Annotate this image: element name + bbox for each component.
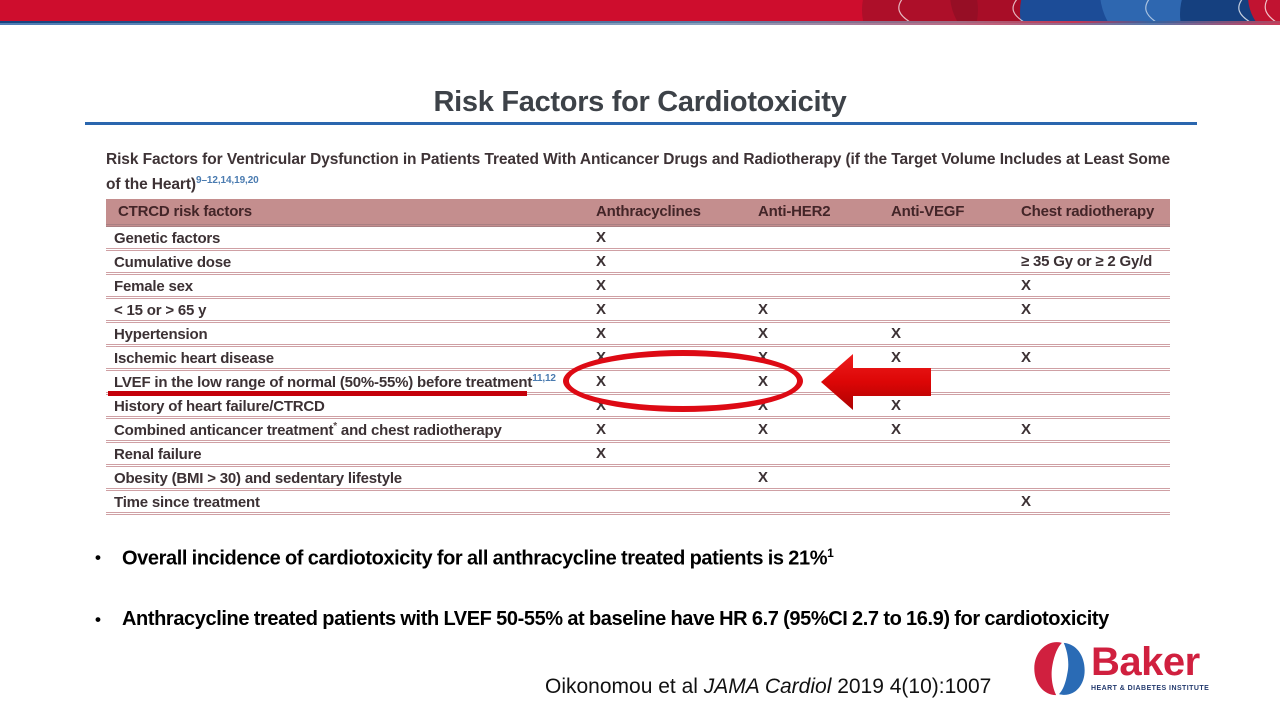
cell-anthracyclines: X <box>596 277 606 295</box>
cell-anthracyclines: X <box>596 421 606 439</box>
table-row <box>106 227 1170 251</box>
column-header-anti-vegf: Anti-VEGF <box>891 203 965 221</box>
row-label: LVEF in the low range of normal (50%-55%) before treatment$^{11,12}$ <box>114 372 556 391</box>
row-label: Hypertension <box>114 325 208 343</box>
column-header-chest-radiotherapy: Chest radiotherapy <box>1021 203 1155 221</box>
cell-chest-radiotherapy: ≥ 35 Gy or ≥ 2 Gy/d <box>1021 253 1153 271</box>
bullet-marker: • <box>95 609 101 629</box>
title-underline <box>85 122 1197 125</box>
cell-anti-her2: X <box>758 301 768 319</box>
row-label: History of heart failure/CTRCD <box>114 397 325 415</box>
bullet-item <box>95 608 1275 631</box>
bullet-marker: • <box>95 548 101 567</box>
table-row <box>106 419 1170 443</box>
cell-anthracyclines: X <box>596 301 606 319</box>
red-arrow-annotation <box>818 352 934 412</box>
bullet-item <box>95 546 1275 571</box>
table-header-row <box>106 199 1170 227</box>
page-title: Risk Factors for Cardiotoxicity <box>433 86 847 118</box>
row-label: Genetic factors <box>114 229 221 247</box>
table-row <box>106 251 1170 275</box>
table-row <box>106 443 1170 467</box>
cell-anti-vegf: X <box>891 421 901 439</box>
cell-anti-her2: X <box>758 397 768 415</box>
cell-chest-radiotherapy: X <box>1021 277 1031 295</box>
cell-anthracyclines: X <box>596 349 606 367</box>
table-row <box>106 491 1170 515</box>
cell-anti-her2: X <box>758 421 768 439</box>
cell-anti-vegf: X <box>891 325 901 343</box>
citation-volume: 2019 4(10):1007 <box>831 675 992 698</box>
cell-chest-radiotherapy: X <box>1021 421 1031 439</box>
baker-heart-icon <box>1030 640 1088 697</box>
cell-chest-radiotherapy: X <box>1021 349 1031 367</box>
baker-logo-subtitle: HEART & DIABETES INSTITUTE <box>1091 685 1210 692</box>
row-label: < 15 or > 65 y <box>114 301 207 319</box>
column-header-anti-her2: Anti-HER2 <box>758 203 831 221</box>
citation-authors: Oikonomou et al <box>545 675 704 698</box>
cell-anthracyclines: X <box>596 229 606 247</box>
row-label: Obesity (BMI > 30) and sedentary lifestyle <box>114 469 402 487</box>
cell-anti-her2: X <box>758 469 768 487</box>
row-label: Cumulative dose <box>114 253 232 271</box>
row-label: Female sex <box>114 277 193 295</box>
red-ellipse-annotation <box>563 350 803 415</box>
table-caption <box>106 149 1170 195</box>
cell-anthracyclines: X <box>596 325 606 343</box>
cell-chest-radiotherapy: X <box>1021 493 1031 511</box>
row-label: Ischemic heart disease <box>114 349 274 367</box>
table-row <box>106 323 1170 347</box>
cell-anti-her2: X <box>758 325 768 343</box>
cell-anthracyclines: X <box>596 445 606 463</box>
red-underline-annotation <box>108 391 527 396</box>
cell-anthracyclines: X <box>596 397 606 415</box>
row-label: Renal failure <box>114 445 202 463</box>
bullet-text-hazard-ratio: Anthracycline treated patients with LVEF 50-55% at baseline have HR 6.7 (95%CI 2.7 to 16.9) for cardiotoxicity <box>122 607 1109 630</box>
banner-decoration <box>0 0 1280 25</box>
caption-reference-superscript: 9–12,14,19,20 <box>195 175 259 186</box>
row-label: Combined anticancer treatment* and chest radiotherapy <box>114 420 502 439</box>
baker-logo-text <box>1091 641 1261 692</box>
row-label: Time since treatment <box>114 493 260 511</box>
column-header-anthracyclines: Anthracyclines <box>596 203 701 221</box>
bullet-superscript: 1 <box>827 546 834 560</box>
bullet-list <box>95 546 1275 631</box>
cell-anthracyclines: X <box>596 373 606 391</box>
column-header-risk-factors: CTRCD risk factors <box>118 203 252 221</box>
cell-anti-vegf: X <box>891 397 901 415</box>
cell-chest-radiotherapy: X <box>1021 301 1031 319</box>
cell-anti-her2: X <box>758 373 768 391</box>
bullet-text-incidence: Overall incidence of cardiotoxicity for all anthracycline treated patients is 21%$^1$ <box>122 546 834 570</box>
cell-anthracyclines: X <box>596 253 606 271</box>
table-figure <box>106 149 1170 515</box>
table-row <box>106 467 1170 491</box>
caption-text: Risk Factors for Ventricular Dysfunction in Patients Treated With Anticancer Drugs and Radiotherapy (if the Target Volume Includes at Least Some of the Heart) <box>106 151 1170 194</box>
cell-anti-her2: X <box>758 349 768 367</box>
baker-logo-name: Baker <box>1091 640 1200 684</box>
citation-journal: JAMA Cardiol <box>703 675 832 698</box>
table-row <box>106 275 1170 299</box>
citation <box>545 675 991 699</box>
table-row <box>106 299 1170 323</box>
cell-anti-vegf: X <box>891 349 901 367</box>
